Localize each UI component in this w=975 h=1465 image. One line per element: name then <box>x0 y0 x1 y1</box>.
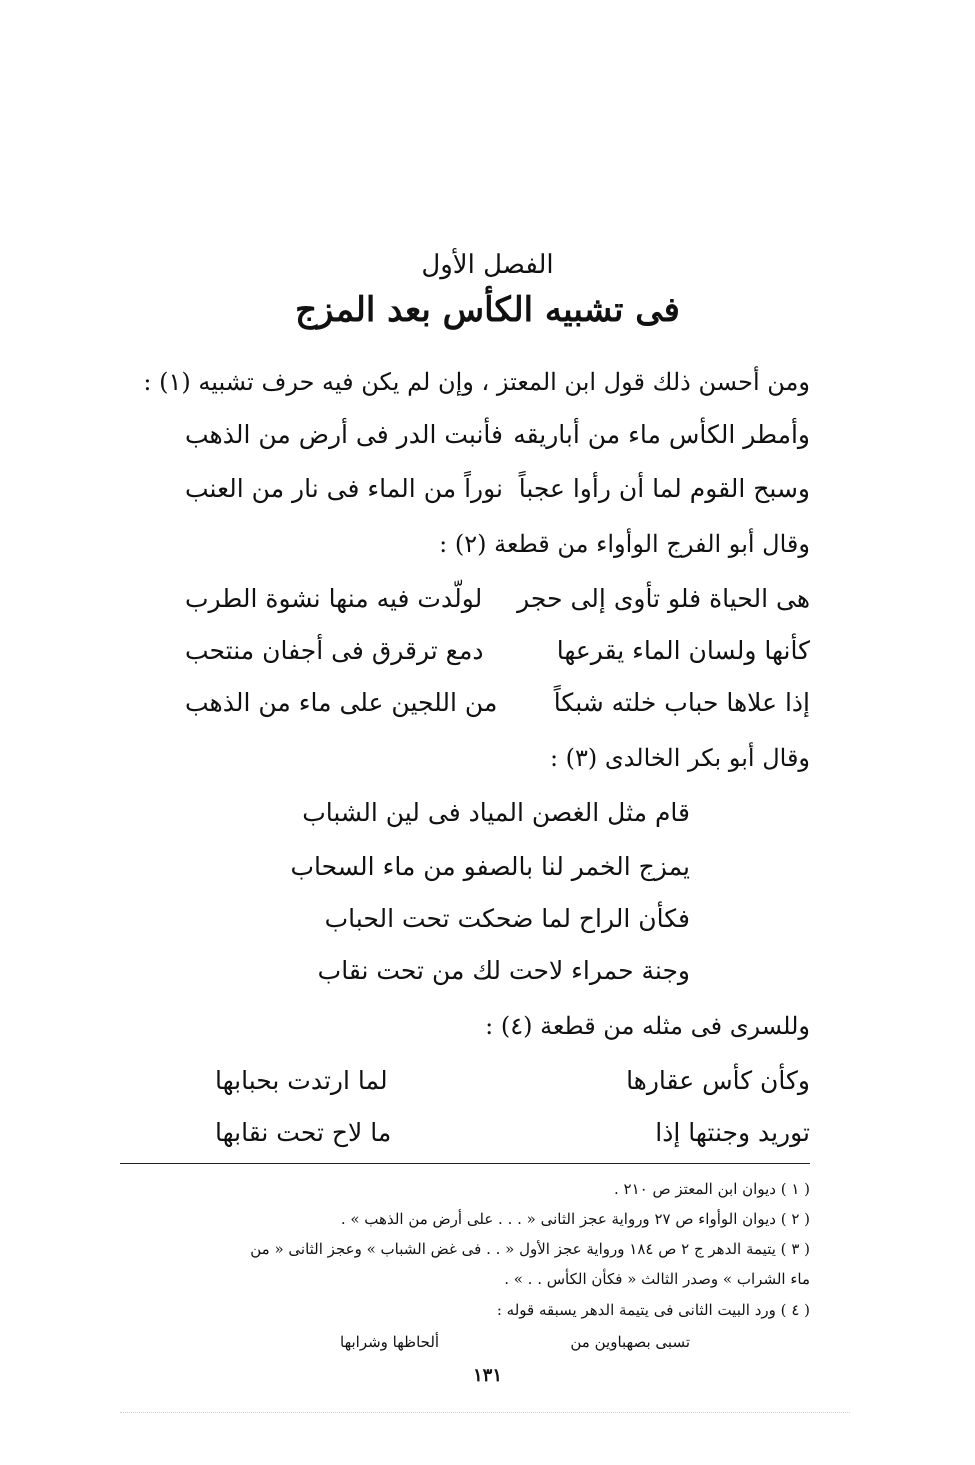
poem-4-verse-1 <box>215 1066 810 1114</box>
footnote-2: ( ٢ ) ديوان الوأواء ص ٢٧ ورواية عجز الثانى « . . . على أرض من الذهب » . <box>340 1210 810 1228</box>
poem-1-verse-1 <box>185 420 810 468</box>
hemistich-second: ألحاظها وشرابها <box>340 1333 440 1351</box>
poem-3-line-3: فكأن الراح لما ضحكت تحت الحباب <box>324 904 690 933</box>
poem-4-verse-2 <box>215 1118 810 1166</box>
footnote-3: ( ٣ ) يتيمة الدهر ج ٢ ص ١٨٤ ورواية عجز الأول « . . فى غض الشباب » وعجز الثانى « من <box>250 1240 810 1258</box>
poem-2-verse-1 <box>185 584 810 632</box>
page-number: ١٣١ <box>472 1365 502 1386</box>
scan-edge-mark <box>120 1412 850 1413</box>
poem-2-verse-3 <box>185 688 810 736</box>
hemistich-first: إذا علاها حباب خلته شبكاً <box>553 688 810 717</box>
hemistich-first: وسبح القوم لما أن رأوا عجباً <box>518 474 810 503</box>
intro-paragraph-2: وقال أبو الفرج الوأواء من قطعة (٢) : <box>439 530 810 558</box>
hemistich-first: توريد وجنتها إذا <box>655 1118 810 1147</box>
poem-1-verse-2 <box>185 474 810 522</box>
hemistich-first: هى الحياة فلو تأوى إلى حجر <box>517 584 810 613</box>
hemistich-second: لولّدت فيه منها نشوة الطرب <box>185 584 483 613</box>
poem-3-line-1: قام مثل الغصن المياد فى لين الشباب <box>302 798 690 827</box>
intro-paragraph-1: ومن أحسن ذلك قول ابن المعتز ، وإن لم يكن فيه حرف تشبيه (١) : <box>143 368 810 396</box>
footnote-separator <box>120 1163 810 1164</box>
hemistich-second: لما ارتدت بحبابها <box>215 1066 388 1095</box>
intro-paragraph-3: وقال أبو بكر الخالدى (٣) : <box>549 744 810 772</box>
hemistich-second: فأنبت الدر فى أرض من الذهب <box>185 420 503 449</box>
hemistich-first: تسبى بصهباوين من <box>570 1333 690 1351</box>
poem-3-line-2: يمزج الخمر لنا بالصفو من ماء السحاب <box>290 852 690 881</box>
chapter-subtitle: فى تشبيه الكأس بعد المزج <box>295 290 680 330</box>
chapter-heading: الفصل الأول <box>421 250 554 280</box>
hemistich-first: كأنها ولسان الماء يقرعها <box>556 636 810 665</box>
hemistich-second: ما لاح تحت نقابها <box>215 1118 392 1147</box>
footnote-1: ( ١ ) ديوان ابن المعتز ص ٢١٠ . <box>614 1180 810 1198</box>
footnote-4: ( ٤ ) ورد البيت الثانى فى يتيمة الدهر يسبقه قوله : <box>496 1301 810 1319</box>
hemistich-first: وكأن كأس عقارها <box>626 1066 810 1095</box>
intro-paragraph-4: وللسرى فى مثله من قطعة (٤) : <box>485 1012 810 1040</box>
poem-3-line-4: وجنة حمراء لاحت لك من تحت نقاب <box>317 956 690 985</box>
hemistich-first: وأمطر الكأس ماء من أباريقه <box>513 420 810 449</box>
hemistich-second: من اللجين على ماء من الذهب <box>185 688 498 717</box>
poem-2-verse-2 <box>185 636 810 684</box>
footnote-3-continued: ماء الشراب » وصدر الثالث « فكأن الكأس . . » . <box>504 1270 810 1288</box>
hemistich-second: دمع ترقرق فى أجفان منتحب <box>185 636 484 665</box>
hemistich-second: نوراً من الماء فى نار من العنب <box>185 474 503 503</box>
